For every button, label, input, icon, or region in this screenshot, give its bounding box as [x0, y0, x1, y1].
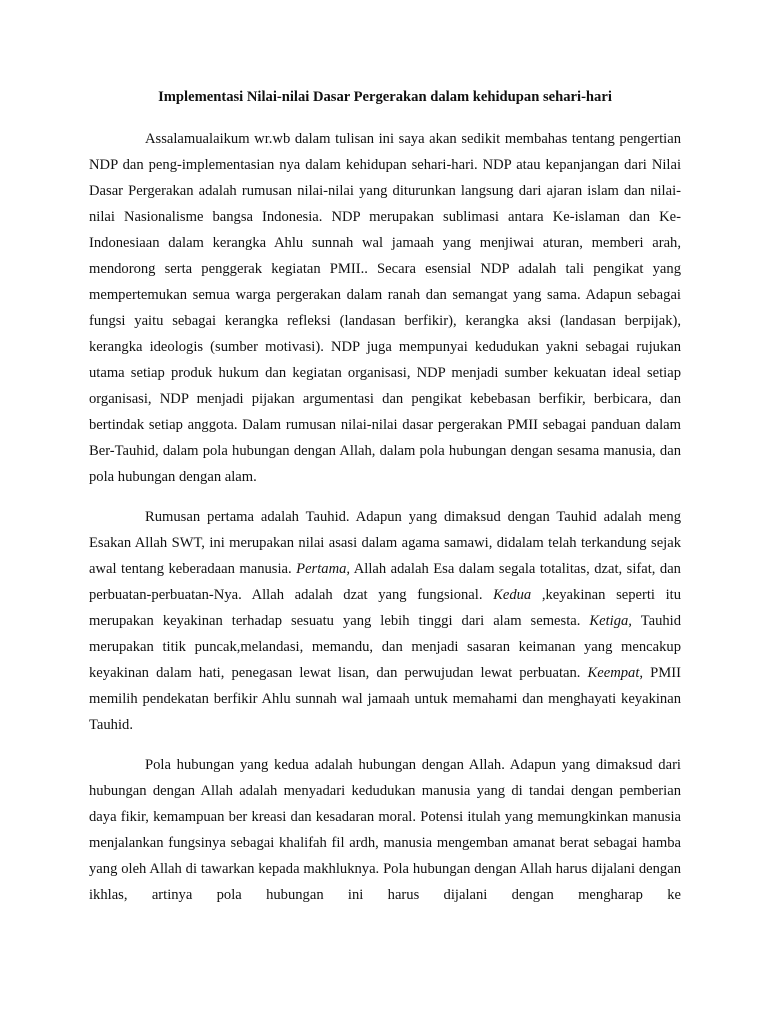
italic-term-ketiga: Ketiga, — [589, 613, 632, 629]
paragraph-tauhid — [89, 504, 681, 738]
paragraph-text: Allah adalah Esa dalam segala totalitas, dzat, sifat, dan perbuatan-perbuatan-Nya. Allah adalah dzat yang fungsional. — [89, 561, 681, 603]
paragraph-text: Rumusan pertama adalah Tauhid. Adapun yang dimaksud dengan Tauhid adalah meng Esakan Allah SWT, ini merupakan nilai asasi dalam agama samawi, didalam telah terkandung sejak awal tentang keberadaan manusia. — [89, 509, 681, 577]
paragraph-text: ,keyakinan seperti itu merupakan keyakinan terhadap sesuatu yang lebih tinggi dari alam semesta. — [89, 587, 682, 629]
paragraph-text: Assalamualaikum wr.wb dalam tulisan ini saya akan sedikit membahas tentang pengertian NDP dan peng-implementasian nya dalam kehidupan sehari-hari. NDP atau kepanjangan dari Nilai Dasar Pergerakan adalah rumusan nilai-nilai yang diturunkan langsung dari ajaran islam dan nilai-nilai Nasionalisme bangsa Indonesia. NDP merupakan sublimasi antara Ke-islaman dan Ke-Indonesiaan dalam kerangka Ahlu sunnah wal jamaah yang menjiwai aturan, memberi arah, mendorong serta penggerak kegiatan PMII.. Secara esensial NDP adalah tali pengikat yang mempertemukan semua warga pergerakan dalam ranah dan semangat yang sama. Adapun sebagai fungsi yaitu sebagai kerangka refleksi (landasan berfikir), kerangka aksi (landasan berpijak), kerangka ideologis (sumber motivasi). NDP juga mempunyai kedudukan yakni sebagai rujukan utama setiap produk hukum dan kegiatan organisasi, NDP menjadi sumber kekuatan ideal setiap organisasi, NDP menjadi pijakan argumentasi dan pengikat kebebasan berfikir, berbicara, dan bertindak setiap anggota. Dalam rumusan nilai-nilai dasar pergerakan PMII sebagai panduan dalam Ber-Tauhid, dalam pola hubungan dengan Allah, dalam pola hubungan dengan sesama manusia, dan pola hubungan dengan alam. — [89, 131, 681, 485]
document-page — [89, 88, 681, 908]
italic-term-keempat: Keempat — [587, 665, 640, 681]
italic-term-pertama: Pertama, — [296, 561, 351, 577]
paragraph-text: Pola hubungan yang kedua adalah hubungan dengan Allah. Adapun yang dimaksud dari hubungan dengan Allah adalah menyadari kedudukan manusia yang di tandai dengan pemberian daya fikir, kemampuan ber kreasi dan kesadaran moral. Potensi itulah yang memungkinkan manusia menjalankan fungsinya sebagai khalifah fil ardh, manusia mengemban amanat berat sebagai hamba yang oleh Allah di tawarkan kepada makhluknya. Pola hubungan dengan Allah harus dijalani dengan ikhlas, artinya pola hubungan ini harus dijalani dengan mengharap ke — [89, 757, 681, 903]
document-title: Implementasi Nilai-nilai Dasar Pergerakan dalam kehidupan sehari-hari — [158, 89, 612, 105]
paragraph-text: , PMII memilih pendekatan berfikir Ahlu sunnah wal jamaah untuk memahami dan menghayati keyakinan Tauhid. — [89, 665, 681, 733]
paragraph-ndp-introduction — [89, 126, 681, 490]
paragraph-hubungan-dengan-allah — [89, 752, 681, 908]
italic-term-kedua: Kedua — [493, 587, 532, 603]
paragraph-text: Tauhid merupakan titik puncak,melandasi, memandu, dan menjadi sasaran keimanan yang mencakup keyakinan dalam hati, penegasan lewat lisan, dan perwujudan lewat perbuatan. — [89, 613, 682, 681]
